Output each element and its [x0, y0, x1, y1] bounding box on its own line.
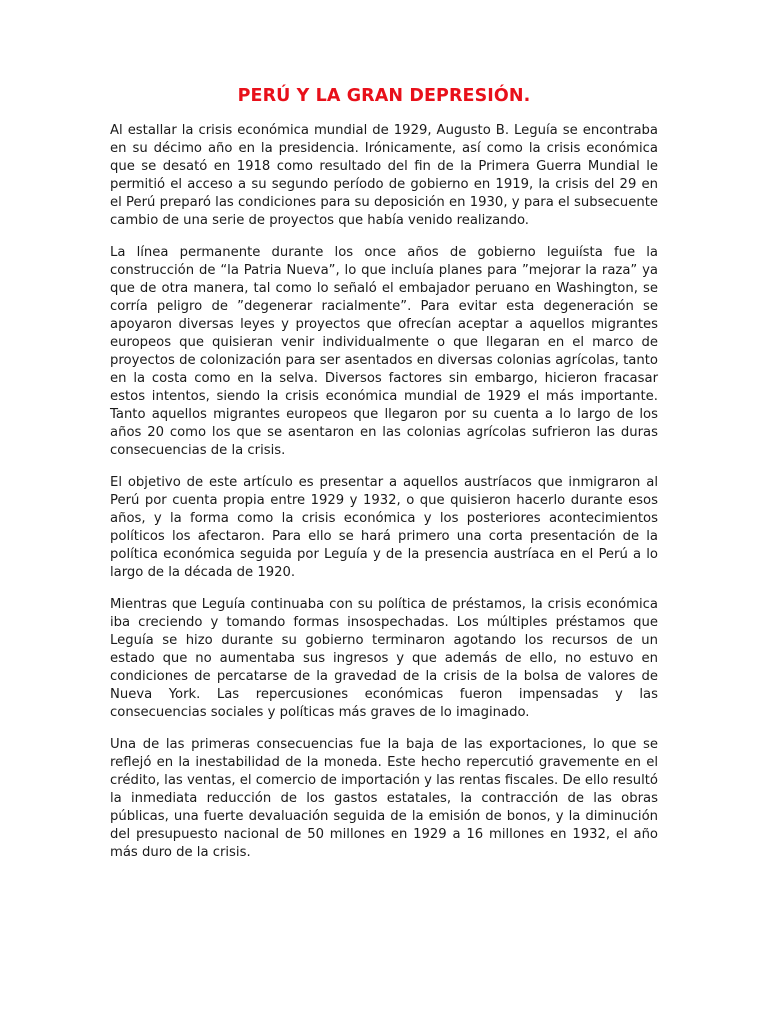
paragraph-1: Al estallar la crisis económica mundial de 1929, Augusto B. Leguía se encontraba en su décimo año en la presidencia. Irónicamente, así como la crisis económica que se desató en 1918 como resultado del fin de la Primera Guerra Mundial le permitió el acceso a su segundo período de gobierno en 1919, la crisis del 29 en el Perú preparó las condiciones para su deposición en 1930, y para el subsecuente cambio de una serie de proyectos que había venido realizando.	[110, 123, 658, 228]
document-page	[110, 84, 658, 876]
document-title: PERÚ Y LA GRAN DEPRESIÓN.	[237, 86, 531, 106]
paragraph-2: La línea permanente durante los once años de gobierno leguiísta fue la construcción de “la Patria Nueva”, lo que incluía planes para ”mejorar la raza” ya que de otra manera, tal como lo señaló el embajador peruano en Washington, se corría peligro de ”degenerar racialmente”. Para evitar esta degeneración se apoyaron diversas leyes y proyectos que ofrecían aceptar a aquellos migrantes europeos que quisieran venir individualmente o que llegaran en el marco de proyectos de colonización para ser asentados en diversas colonias agrícolas, tanto en la costa como en la selva. Diversos factores sin embargo, hicieron fracasar estos intentos, siendo la crisis económica mundial de 1929 el más importante. Tanto aquellos migrantes europeos que llegaron por su cuenta a lo largo de los años 20 como los que se asentaron en las colonias agrícolas sufrieron las duras consecuencias de la crisis.	[110, 245, 658, 458]
paragraph-4: Mientras que Leguía continuaba con su política de préstamos, la crisis económica iba creciendo y tomando formas insospechadas. Los múltiples préstamos que Leguía se hizo durante su gobierno terminaron agotando los recursos de un estado que no aumentaba sus ingresos y que además de ello, no estuvo en condiciones de percatarse de la gravedad de la crisis de la bolsa de valores de Nueva York. Las repercusiones económicas fueron impensadas y las consecuencias sociales y políticas más graves de lo imaginado.	[110, 597, 658, 720]
paragraph-5: Una de las primeras consecuencias fue la baja de las exportaciones, lo que se reflejó en la inestabilidad de la moneda. Este hecho repercutió gravemente en el crédito, las ventas, el comercio de importación y las rentas fiscales. De ello resultó la inmediata reducción de los gastos estatales, la contracción de las obras públicas, una fuerte devaluación seguida de la emisión de bonos, y la diminución del presupuesto nacional de 50 millones en 1929 a 16 millones en 1932, el año más duro de la crisis.	[110, 737, 658, 860]
paragraph-3: El objetivo de este artículo es presentar a aquellos austríacos que inmigraron al Perú por cuenta propia entre 1929 y 1932, o que quisieron hacerlo durante esos años, y la forma como la crisis económica y los posteriores acontecimientos políticos los afectaron. Para ello se hará primero una corta presentación de la política económica seguida por Leguía y de la presencia austríaca en el Perú a lo largo de la década de 1920.	[110, 475, 658, 580]
